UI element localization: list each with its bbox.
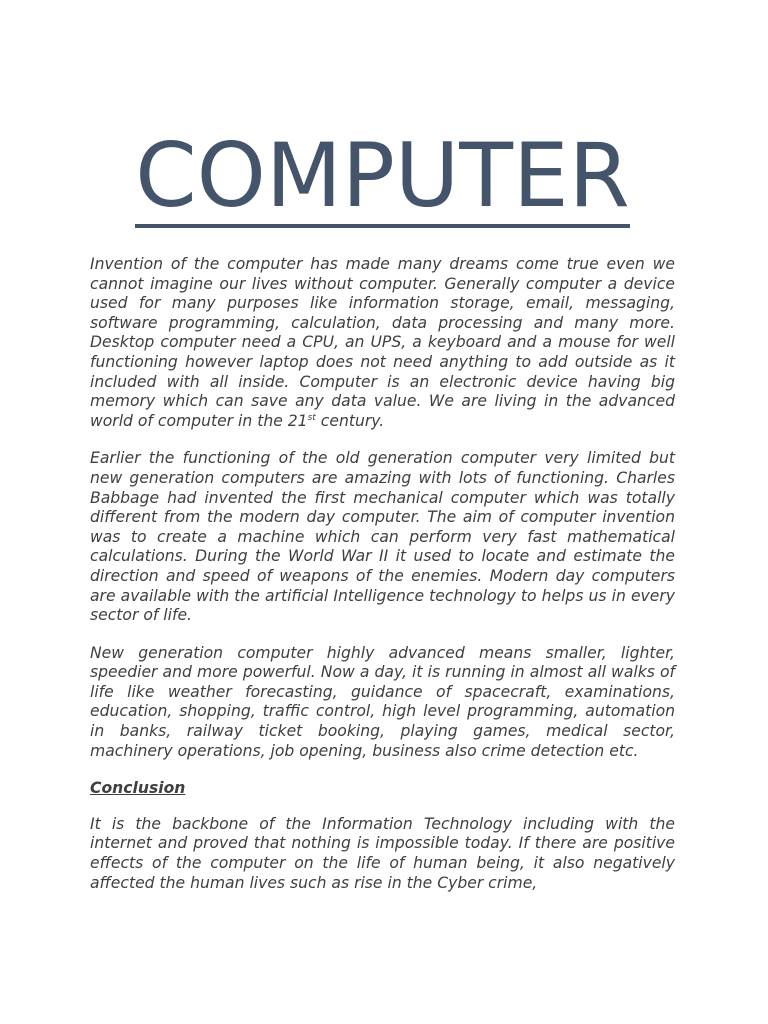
title-container [90,124,675,228]
paragraph-introduction-text: Invention of the computer has made many dreams come true even we cannot imagine our lives without computer. Generally computer a device used for many purposes like information storage, email, messaging, software programming, calculation, data processing and many more. Desktop computer need a CPU, an UPS, a keyboard and a mouse for well functioning however laptop does not need anything to add outside as it included with all inside. Computer is an electronic device having big memory which can save any data value. We are living in the advanced world of computer in the 21 [90,255,675,430]
paragraph-introduction-end: century. [315,411,385,430]
conclusion-heading: Conclusion [90,779,186,798]
ordinal-superscript: st [307,412,316,423]
paragraph-new-generation: New generation computer highly advanced means smaller, lighter, speedier and more powerful. Now a day, it is running in almost all walks of life like weather forecasting, guidance of spacecraft, examinations, education, shopping, traffic control, high level programming, automation in banks, railway ticket booking, playing games, medical sector, machinery operations, job opening, business also crime detection etc. [90,643,675,760]
page-title: COMPUTER [135,124,630,227]
paragraph-conclusion: It is the backbone of the Information Technology including with the internet and proved that nothing is impossible today. If there are positive effects of the computer on the life of human being, it also negatively affected the human lives such as rise in the Cyber crime, [90,814,675,892]
paragraph-introduction [90,255,675,431]
document-body [90,255,675,911]
paragraph-history: Earlier the functioning of the old generation computer very limited but new generation computers are amazing with lots of functioning. Charles Babbage had invented the first mechanical computer which was totally different from the modern day computer. The aim of computer invention was to create a machine which can perform very fast mathematical calculations. During the World War II it used to locate and estimate the direction and speed of weapons of the enemies. Modern day computers are available with the artificial Intelligence technology to helps us in every sector of life. [90,449,675,625]
